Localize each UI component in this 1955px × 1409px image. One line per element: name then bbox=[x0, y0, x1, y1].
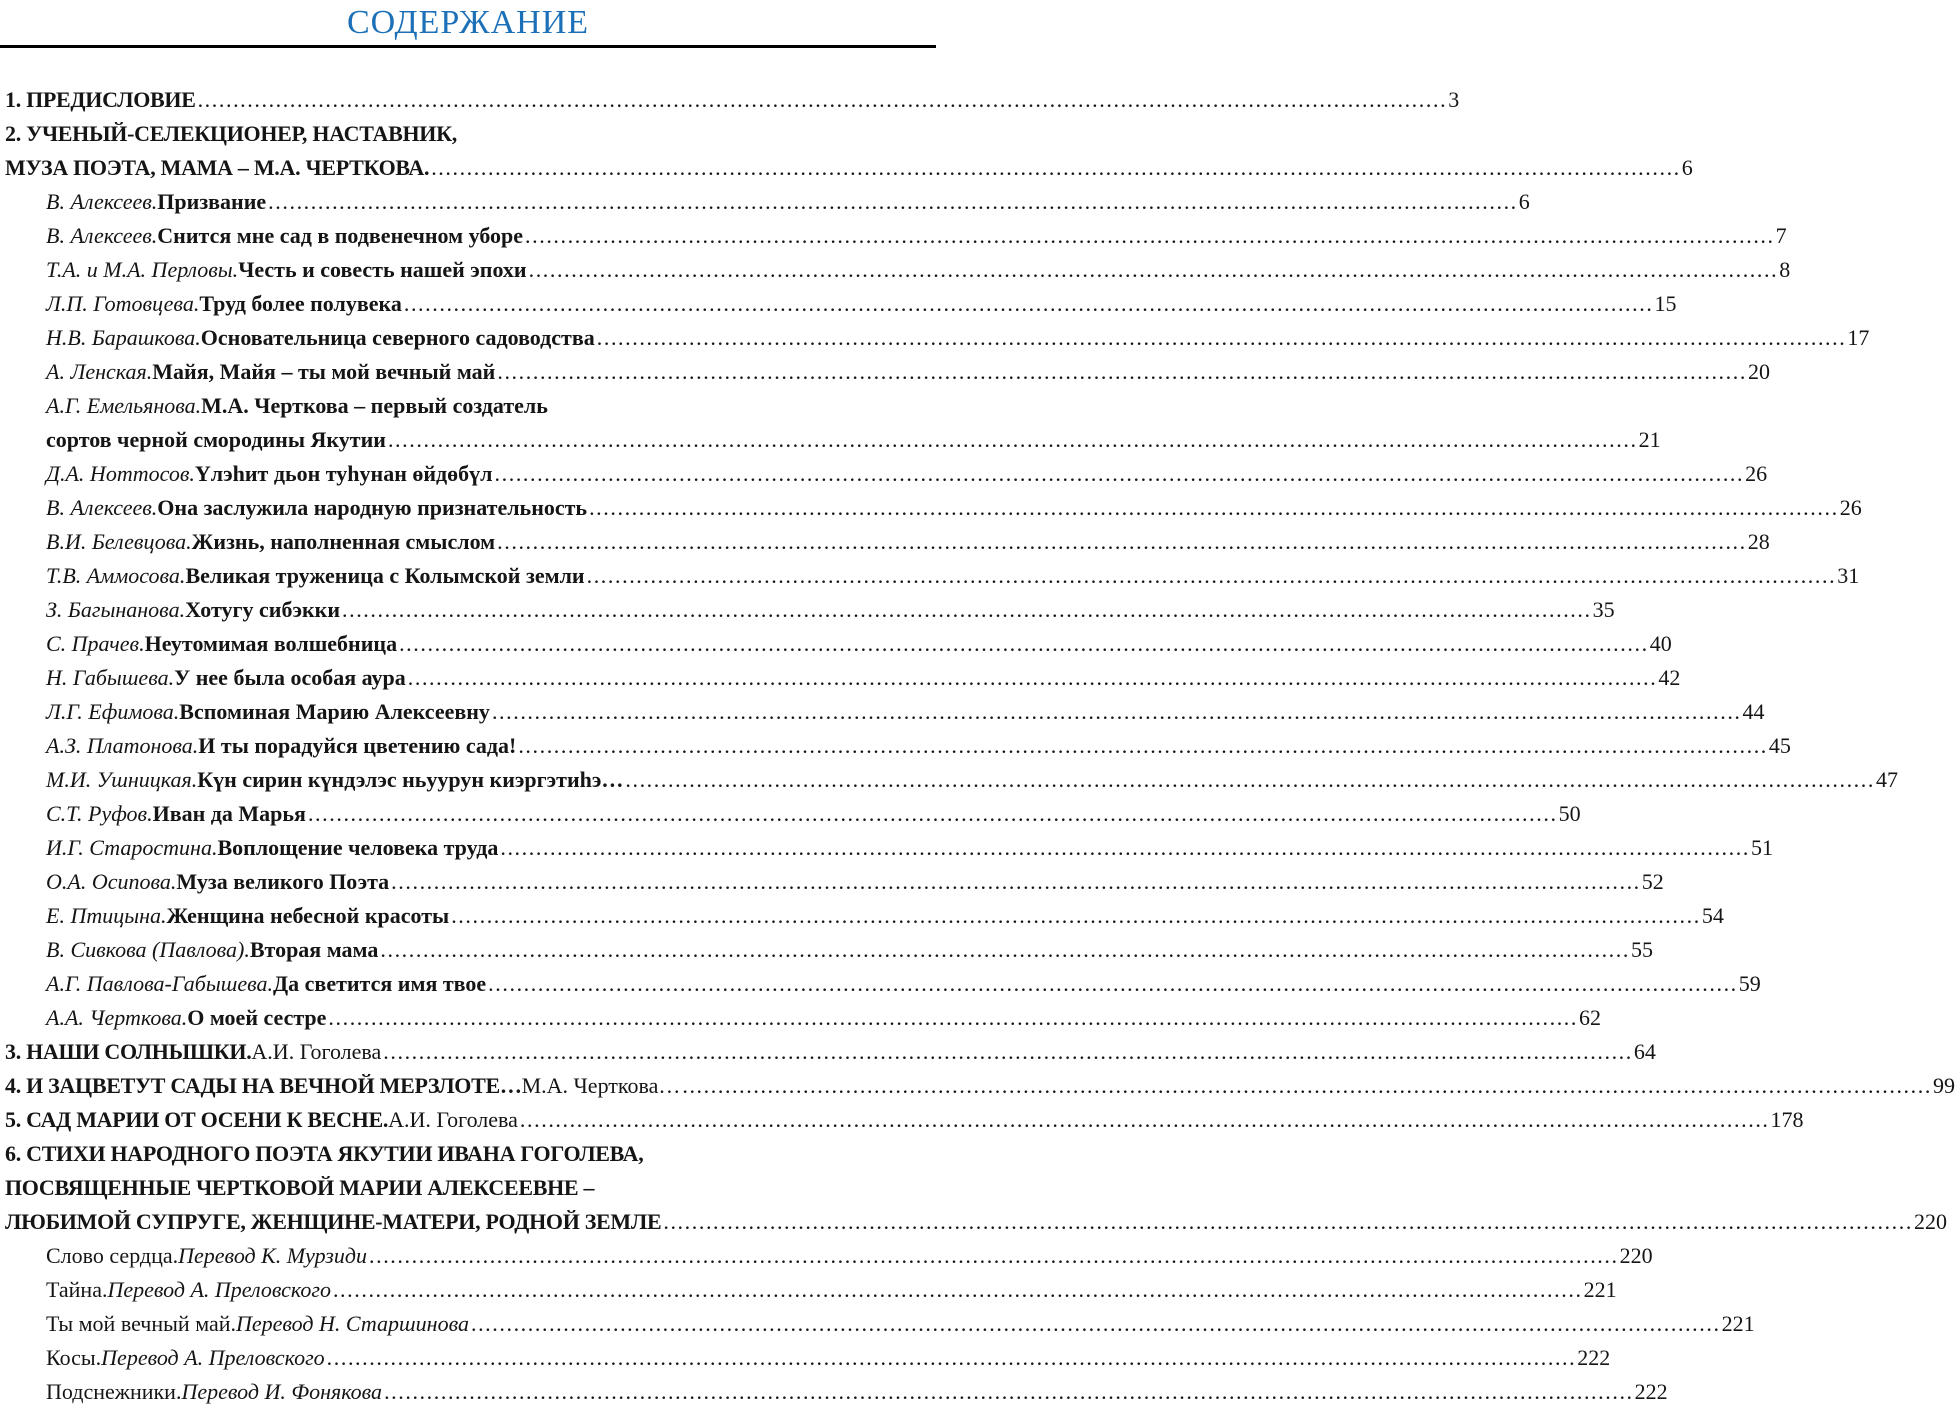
toc-row bbox=[5, 389, 914, 423]
toc-row bbox=[5, 661, 1681, 695]
entry-title: Неутомимая волшебница bbox=[144, 631, 398, 656]
page-number: 99 bbox=[1932, 1073, 1955, 1098]
dot-leader bbox=[451, 899, 1701, 933]
toc-row bbox=[5, 1375, 1668, 1409]
toc-row bbox=[5, 729, 1791, 763]
dot-leader bbox=[497, 525, 1747, 559]
author-name: З. Багынанова. bbox=[46, 597, 186, 622]
author-name: Д.А. Ноттосов. bbox=[46, 461, 195, 486]
page-number: 15 bbox=[1654, 291, 1677, 316]
toc-row bbox=[5, 627, 1672, 661]
page-number: 47 bbox=[1875, 767, 1898, 792]
author-name: В. Сивкова (Павлова). bbox=[46, 937, 250, 962]
entry-title: Вторая мама bbox=[249, 937, 379, 962]
author-name: О.А. Осипова. bbox=[46, 869, 177, 894]
page-number: 20 bbox=[1747, 359, 1770, 384]
toc-row bbox=[5, 423, 1661, 457]
dot-leader bbox=[525, 219, 1775, 253]
dot-leader bbox=[597, 321, 1847, 355]
toc-row bbox=[5, 1069, 1955, 1103]
toc-row bbox=[5, 899, 1724, 933]
author-name: Е. Птицына. bbox=[46, 903, 167, 928]
toc-row bbox=[5, 253, 1791, 287]
page-number: 50 bbox=[1558, 801, 1581, 826]
author-name: А.Г. Емельянова. bbox=[46, 393, 202, 418]
entry-text: Слово сердца. bbox=[46, 1243, 179, 1268]
entry-title: сортов черной смородины Якутии bbox=[46, 427, 386, 452]
author-name: Т.В. Аммосова. bbox=[46, 563, 186, 588]
author-name: Л.Г. Ефимова. bbox=[46, 699, 180, 724]
dot-leader bbox=[380, 933, 1630, 967]
entry-text: Тайна. bbox=[46, 1277, 108, 1302]
dot-leader bbox=[327, 1341, 1577, 1375]
page-number: 51 bbox=[1750, 835, 1773, 860]
page-number: 7 bbox=[1775, 223, 1787, 248]
toc-row bbox=[5, 1137, 914, 1171]
section-heading: 2. УЧЕНЫЙ-СЕЛЕКЦИОНЕР, НАСТАВНИК, bbox=[5, 121, 457, 146]
toc-row bbox=[5, 1239, 1653, 1273]
page-number: 178 bbox=[1770, 1107, 1804, 1132]
author-name: И.Г. Старостина. bbox=[46, 835, 218, 860]
dot-leader bbox=[488, 967, 1738, 1001]
title-divider bbox=[0, 45, 936, 48]
entry-title: Муза великого Поэта bbox=[176, 869, 390, 894]
page-number: 35 bbox=[1592, 597, 1615, 622]
dot-leader bbox=[589, 491, 1839, 525]
page-number: 40 bbox=[1649, 631, 1672, 656]
author-name: Перевод К. Мурзиди bbox=[178, 1243, 367, 1268]
author-name: Н. Габышева. bbox=[46, 665, 175, 690]
dot-leader bbox=[308, 797, 1558, 831]
dot-leader bbox=[369, 1239, 1619, 1273]
dot-leader bbox=[333, 1273, 1583, 1307]
entry-title: Күн сирин күндэлэс ньуурун киэргэтиһэ… bbox=[197, 767, 624, 792]
entry-text: Ты мой вечный май. bbox=[46, 1311, 236, 1336]
dot-leader bbox=[388, 423, 1638, 457]
toc-row bbox=[5, 525, 1770, 559]
toc-row bbox=[5, 1273, 1617, 1307]
toc-row bbox=[5, 1171, 914, 1205]
page-number: 31 bbox=[1837, 563, 1860, 588]
page-number: 54 bbox=[1701, 903, 1724, 928]
entry-title: Она заслужила народную признательность bbox=[157, 495, 588, 520]
dot-leader bbox=[342, 593, 1592, 627]
dot-leader bbox=[587, 559, 1837, 593]
dot-leader bbox=[391, 865, 1641, 899]
page-number: 3 bbox=[1448, 87, 1460, 112]
dot-leader bbox=[500, 831, 1750, 865]
section-heading: 3. НАШИ СОЛНЫШКИ. bbox=[5, 1039, 252, 1064]
toc-row bbox=[5, 83, 1460, 117]
section-heading: МУЗА ПОЭТА, МАМА – М.А. ЧЕРТКОВА. bbox=[5, 155, 430, 180]
entry-title: Иван да Марья bbox=[152, 801, 306, 826]
entry-text: Косы. bbox=[46, 1345, 102, 1370]
dot-leader bbox=[520, 1103, 1770, 1137]
dot-leader bbox=[198, 83, 1448, 117]
author-name: Перевод А. Преловского bbox=[107, 1277, 331, 1302]
toc-row bbox=[5, 695, 1765, 729]
section-heading: 1. ПРЕДИСЛОВИЕ bbox=[5, 87, 196, 112]
toc-row bbox=[5, 763, 1898, 797]
page-number: 42 bbox=[1658, 665, 1681, 690]
toc-row bbox=[5, 321, 1870, 355]
entry-title: М.А. Черткова – первый создатель bbox=[201, 393, 548, 418]
toc-list bbox=[0, 83, 1955, 1409]
author-name: В. Алексеев. bbox=[46, 495, 158, 520]
author-name: Л.П. Готовцева. bbox=[46, 291, 200, 316]
toc-row bbox=[5, 1307, 1755, 1341]
dot-leader bbox=[399, 627, 1649, 661]
toc-row bbox=[5, 1205, 1947, 1239]
toc-row bbox=[5, 491, 1862, 525]
dot-leader bbox=[471, 1307, 1721, 1341]
toc-row bbox=[5, 593, 1615, 627]
page-number: 44 bbox=[1742, 699, 1765, 724]
entry-title: Призвание bbox=[157, 189, 267, 214]
toc-row bbox=[5, 1103, 1804, 1137]
entry-title: Женщина небесной красоты bbox=[166, 903, 450, 928]
section-heading: 4. И ЗАЦВЕТУТ САДЫ НА ВЕЧНОЙ МЕРЗЛОТЕ… bbox=[5, 1073, 522, 1098]
toc-row bbox=[5, 457, 1768, 491]
page-number: 220 bbox=[1619, 1243, 1653, 1268]
page-number: 221 bbox=[1583, 1277, 1617, 1302]
entry-title: У нее была особая аура bbox=[174, 665, 406, 690]
author-name: А. Ленская. bbox=[46, 359, 153, 384]
entry-title: Снится мне сад в подвенечном уборе bbox=[157, 223, 524, 248]
dot-leader bbox=[663, 1205, 1913, 1239]
entry-title: Основательница северного садоводства bbox=[200, 325, 595, 350]
page-number: 26 bbox=[1745, 461, 1768, 486]
entry-text: А.И. Гоголева bbox=[388, 1107, 518, 1132]
section-heading: ПОСВЯЩЕННЫЕ ЧЕРТКОВОЙ МАРИИ АЛЕКСЕЕВНЕ – bbox=[5, 1175, 595, 1200]
dot-leader bbox=[383, 1035, 1633, 1069]
toc-row bbox=[5, 1341, 1611, 1375]
author-name: Перевод А. Преловского bbox=[101, 1345, 325, 1370]
page-number: 6 bbox=[1681, 155, 1693, 180]
page-number: 52 bbox=[1641, 869, 1664, 894]
page-number: 222 bbox=[1634, 1379, 1668, 1404]
dot-leader bbox=[384, 1375, 1634, 1409]
author-name: С. Прачев. bbox=[46, 631, 145, 656]
page-number: 28 bbox=[1747, 529, 1770, 554]
entry-title: Воплощение человека труда bbox=[217, 835, 499, 860]
entry-title: И ты порадуйся цветению сада! bbox=[198, 733, 517, 758]
page-number: 26 bbox=[1839, 495, 1862, 520]
page-number: 17 bbox=[1847, 325, 1870, 350]
author-name: Н.В. Барашкова. bbox=[46, 325, 201, 350]
page-number: 55 bbox=[1630, 937, 1653, 962]
toc-row bbox=[5, 287, 1677, 321]
dot-leader bbox=[495, 457, 1745, 491]
author-name: Перевод И. Фонякова bbox=[181, 1379, 383, 1404]
dot-leader bbox=[404, 287, 1654, 321]
dot-leader bbox=[682, 1069, 1932, 1103]
section-heading: ЛЮБИМОЙ СУПРУГЕ, ЖЕНЩИНЕ-МАТЕРИ, РОДНОЙ ЗЕМЛЕ bbox=[5, 1209, 662, 1234]
author-name: В.И. Белевцова. bbox=[46, 529, 192, 554]
toc-row bbox=[5, 865, 1664, 899]
section-heading: 6. СТИХИ НАРОДНОГО ПОЭТА ЯКУТИИ ИВАНА ГОГОЛЕВА, bbox=[5, 1141, 644, 1166]
entry-text: Подснежники. bbox=[46, 1379, 182, 1404]
toc-row bbox=[5, 967, 1761, 1001]
page-number: 64 bbox=[1633, 1039, 1656, 1064]
author-name: А.З. Платонова. bbox=[46, 733, 199, 758]
entry-title: Хотугу сибэкки bbox=[185, 597, 340, 622]
entry-text: А.И. Гоголева bbox=[251, 1039, 382, 1064]
dot-leader bbox=[268, 185, 1518, 219]
page-number: 59 bbox=[1738, 971, 1761, 996]
dot-leader bbox=[328, 1001, 1578, 1035]
page-title: СОДЕРЖАНИЕ bbox=[346, 4, 590, 41]
toc-row bbox=[5, 1001, 1602, 1035]
dot-leader bbox=[431, 151, 1681, 185]
section-heading: 5. САД МАРИИ ОТ ОСЕНИ К ВЕСНЕ. bbox=[5, 1107, 389, 1132]
page-number: 221 bbox=[1721, 1311, 1755, 1336]
entry-title: Майя, Майя – ты мой вечный май bbox=[152, 359, 496, 384]
author-name: М.И. Ушницкая. bbox=[46, 767, 198, 792]
entry-title: Да светится имя твое bbox=[273, 971, 487, 996]
author-name: Т.А. и М.А. Перловы. bbox=[46, 257, 239, 282]
toc-row bbox=[5, 1035, 1656, 1069]
author-name: А.Г. Павлова-Габышева. bbox=[46, 971, 274, 996]
entry-title: Жизнь, наполненная смыслом bbox=[191, 529, 496, 554]
page-number: 8 bbox=[1779, 257, 1791, 282]
author-name: Перевод Н. Старшинова bbox=[236, 1311, 469, 1336]
page-number: 6 bbox=[1518, 189, 1530, 214]
dot-leader bbox=[492, 695, 1742, 729]
toc-row bbox=[5, 933, 1653, 967]
dot-leader bbox=[625, 763, 1875, 797]
dot-leader bbox=[529, 253, 1779, 287]
toc-row bbox=[5, 185, 1530, 219]
page-number: 220 bbox=[1913, 1209, 1947, 1234]
author-name: А.А. Черткова. bbox=[46, 1005, 188, 1030]
toc-row bbox=[5, 117, 914, 151]
toc-row bbox=[5, 219, 1787, 253]
toc-row bbox=[5, 355, 1770, 389]
page-number: 222 bbox=[1577, 1345, 1611, 1370]
author-name: В. Алексеев. bbox=[46, 189, 158, 214]
page-number: 21 bbox=[1638, 427, 1661, 452]
entry-title: Великая труженица с Колымской земли bbox=[185, 563, 585, 588]
author-name: С.Т. Руфов. bbox=[46, 801, 153, 826]
author-name: В. Алексеев. bbox=[46, 223, 158, 248]
dot-leader bbox=[497, 355, 1747, 389]
entry-title: О моей сестре bbox=[187, 1005, 327, 1030]
entry-title: Үлэһит дьон туһунан өйдөбүл bbox=[194, 461, 493, 486]
entry-title: Вспоминая Марию Алексеевну bbox=[179, 699, 490, 724]
entry-title: Труд более полувека bbox=[199, 291, 402, 316]
page-number: 62 bbox=[1579, 1005, 1602, 1030]
dot-leader bbox=[408, 661, 1658, 695]
toc-row bbox=[5, 559, 1860, 593]
toc-row bbox=[5, 151, 1693, 185]
dot-leader bbox=[518, 729, 1768, 763]
page-number: 45 bbox=[1768, 733, 1791, 758]
toc-row bbox=[5, 831, 1773, 865]
entry-title: Честь и совесть нашей эпохи bbox=[238, 257, 527, 282]
entry-text: М.А. Черткова… bbox=[521, 1073, 681, 1098]
toc-row bbox=[5, 797, 1581, 831]
